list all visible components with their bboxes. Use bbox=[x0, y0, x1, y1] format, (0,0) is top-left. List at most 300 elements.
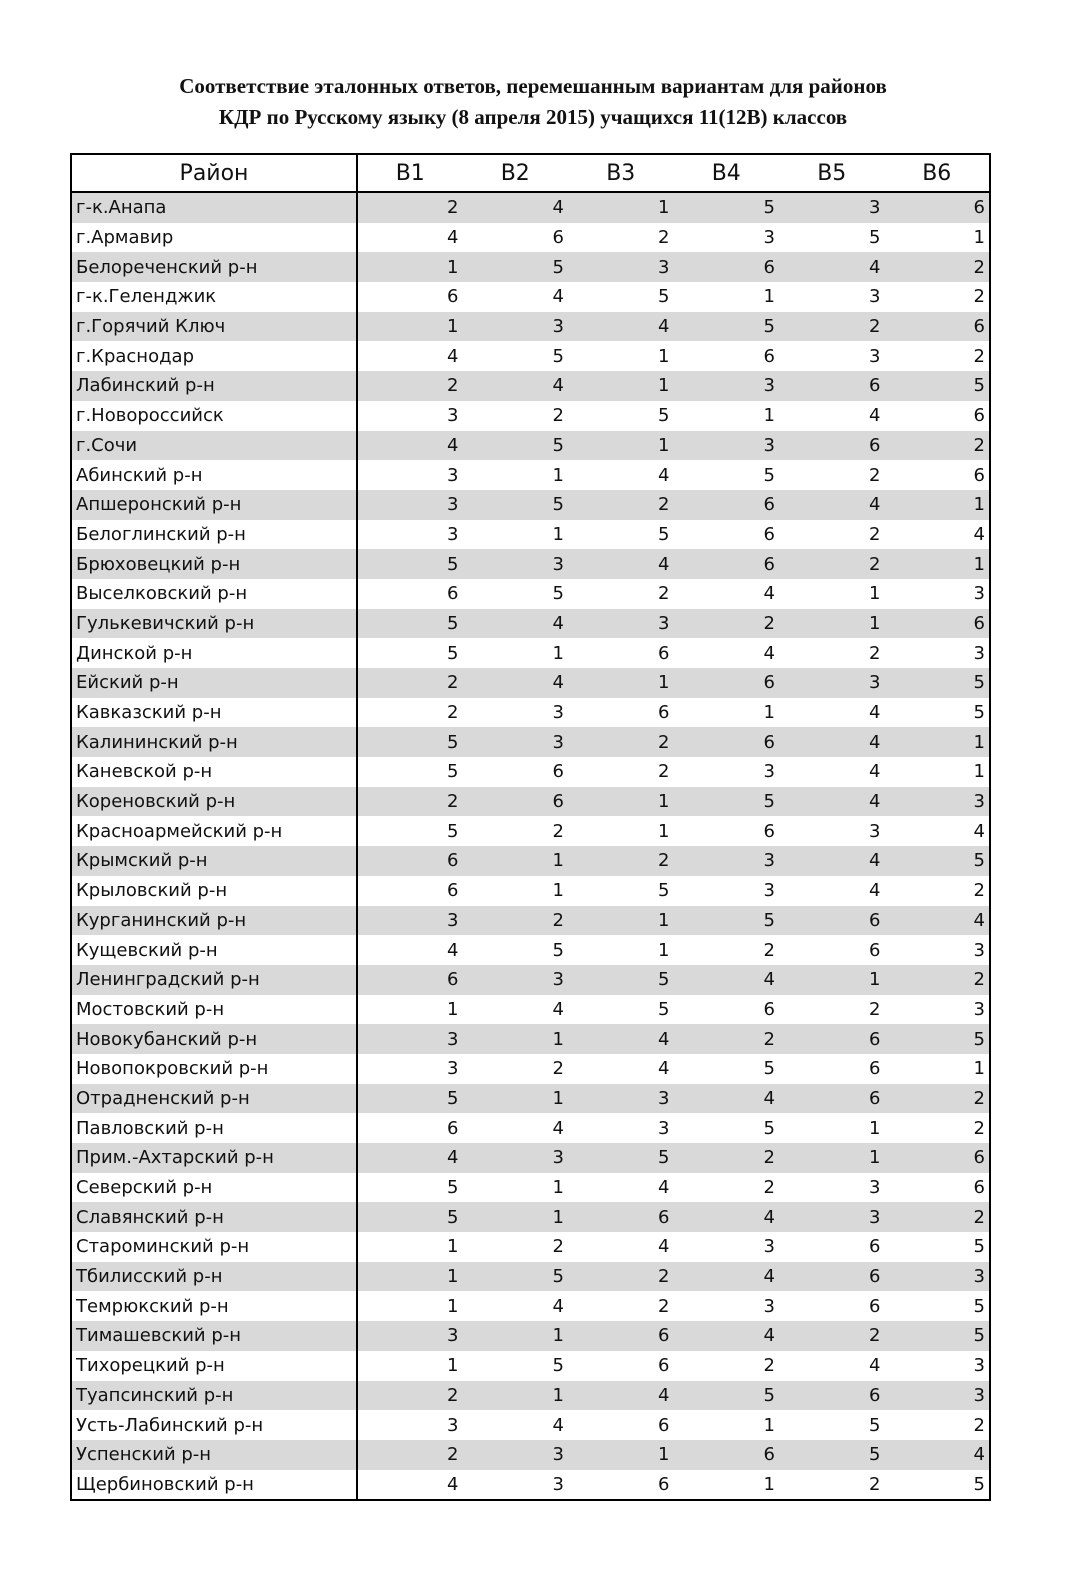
b1-cell: 4 bbox=[447, 1473, 459, 1495]
b1-cell: 2 bbox=[357, 668, 463, 698]
b3-cell: 5 bbox=[658, 523, 670, 545]
b4-cell: 6 bbox=[674, 490, 780, 520]
header-b2: В2 bbox=[463, 154, 569, 192]
b3-cell: 5 bbox=[658, 286, 670, 308]
b5-cell: 6 bbox=[779, 906, 885, 936]
table-row bbox=[71, 668, 990, 698]
b2-cell: 1 bbox=[552, 642, 564, 664]
table-row bbox=[71, 401, 990, 431]
b1-cell: 4 bbox=[447, 345, 459, 367]
b2-cell: 4 bbox=[463, 371, 569, 401]
b2-cell: 3 bbox=[463, 312, 569, 342]
b3-cell: 1 bbox=[658, 939, 670, 961]
b2-cell: 4 bbox=[552, 1295, 564, 1317]
b3-cell: 1 bbox=[568, 371, 674, 401]
b6-cell: 5 bbox=[885, 846, 991, 876]
b1-cell: 5 bbox=[357, 1202, 463, 1232]
b5-cell: 6 bbox=[779, 371, 885, 401]
b5-cell: 4 bbox=[869, 1355, 881, 1377]
b5-cell: 2 bbox=[869, 998, 881, 1020]
b5-cell: 3 bbox=[779, 1202, 885, 1232]
b5-cell: 4 bbox=[779, 727, 885, 757]
b5-cell: 4 bbox=[869, 880, 881, 902]
table-row bbox=[71, 341, 990, 371]
district-cell: Кавказский р-н bbox=[71, 698, 357, 728]
b6-cell: 3 bbox=[973, 583, 985, 605]
b5-cell: 4 bbox=[869, 761, 881, 783]
table-row bbox=[71, 312, 990, 342]
b2-cell: 5 bbox=[463, 490, 569, 520]
table-row bbox=[71, 192, 990, 223]
b5-cell: 6 bbox=[869, 1058, 881, 1080]
b4-cell: 5 bbox=[674, 1381, 780, 1411]
b5-cell: 6 bbox=[779, 1024, 885, 1054]
b2-cell: 1 bbox=[463, 1084, 569, 1114]
b5-cell: 2 bbox=[869, 523, 881, 545]
b4-cell: 6 bbox=[763, 345, 775, 367]
table-row bbox=[71, 727, 990, 757]
table-row bbox=[71, 787, 990, 817]
table-row bbox=[71, 1351, 990, 1381]
b4-cell: 3 bbox=[674, 431, 780, 461]
b3-cell: 2 bbox=[658, 583, 670, 605]
b3-cell: 1 bbox=[568, 787, 674, 817]
b6-cell: 1 bbox=[885, 727, 991, 757]
table-row bbox=[71, 520, 990, 550]
b2-cell: 4 bbox=[463, 192, 569, 223]
b6-cell: 1 bbox=[973, 1058, 985, 1080]
b3-cell: 6 bbox=[658, 1473, 670, 1495]
b1-cell: 2 bbox=[357, 192, 463, 223]
b3-cell: 3 bbox=[568, 252, 674, 282]
district-cell: Ленинградский р-н bbox=[71, 965, 357, 995]
table-row bbox=[71, 490, 990, 520]
b1-cell: 2 bbox=[357, 1381, 463, 1411]
b4-cell: 4 bbox=[674, 965, 780, 995]
b1-cell: 3 bbox=[447, 464, 459, 486]
b6-cell: 5 bbox=[973, 702, 985, 724]
b3-cell: 4 bbox=[658, 1236, 670, 1258]
b3-cell: 4 bbox=[658, 464, 670, 486]
district-cell: г.Горячий Ключ bbox=[71, 312, 357, 342]
b1-cell: 3 bbox=[357, 490, 463, 520]
b3-cell: 6 bbox=[658, 1414, 670, 1436]
table-row bbox=[71, 460, 990, 490]
table-row bbox=[71, 638, 990, 668]
b6-cell: 3 bbox=[885, 1381, 991, 1411]
b3-cell: 2 bbox=[658, 227, 670, 249]
table-row bbox=[71, 698, 990, 728]
b2-cell: 4 bbox=[552, 1117, 564, 1139]
b2-cell: 6 bbox=[552, 227, 564, 249]
b5-cell: 2 bbox=[779, 549, 885, 579]
b4-cell: 5 bbox=[674, 192, 780, 223]
b6-cell: 3 bbox=[885, 787, 991, 817]
b4-cell: 3 bbox=[674, 846, 780, 876]
b2-cell: 3 bbox=[552, 1473, 564, 1495]
table-row bbox=[71, 1321, 990, 1351]
b4-cell: 5 bbox=[763, 1058, 775, 1080]
b6-cell: 2 bbox=[885, 1084, 991, 1114]
district-cell: Ейский р-н bbox=[71, 668, 357, 698]
b2-cell: 1 bbox=[463, 1202, 569, 1232]
b1-cell: 1 bbox=[447, 1295, 459, 1317]
b4-cell: 2 bbox=[674, 1024, 780, 1054]
b6-cell: 1 bbox=[973, 761, 985, 783]
b6-cell: 6 bbox=[885, 312, 991, 342]
header-b5: В5 bbox=[779, 154, 885, 192]
district-cell: г.Краснодар bbox=[71, 341, 357, 371]
b6-cell: 1 bbox=[885, 549, 991, 579]
b1-cell: 6 bbox=[447, 583, 459, 605]
b6-cell: 4 bbox=[973, 523, 985, 545]
district-cell: Тихорецкий р-н bbox=[71, 1351, 357, 1381]
district-cell: Выселковский р-н bbox=[71, 579, 357, 609]
b1-cell: 3 bbox=[447, 1058, 459, 1080]
b5-cell: 6 bbox=[779, 1381, 885, 1411]
b4-cell: 3 bbox=[763, 1295, 775, 1317]
table-row bbox=[71, 1440, 990, 1470]
b6-cell: 2 bbox=[885, 1202, 991, 1232]
b2-cell: 3 bbox=[463, 549, 569, 579]
b1-cell: 2 bbox=[357, 1440, 463, 1470]
table-row bbox=[71, 371, 990, 401]
district-cell: Каневской р-н bbox=[71, 757, 357, 787]
b5-cell: 3 bbox=[779, 192, 885, 223]
district-cell: г-к.Геленджик bbox=[71, 282, 357, 312]
b2-cell: 1 bbox=[552, 880, 564, 902]
district-cell: Калининский р-н bbox=[71, 727, 357, 757]
district-cell: Кущевский р-н bbox=[71, 935, 357, 965]
b2-cell: 1 bbox=[463, 846, 569, 876]
b6-cell: 4 bbox=[885, 906, 991, 936]
b2-cell: 4 bbox=[463, 668, 569, 698]
b6-cell: 2 bbox=[973, 1414, 985, 1436]
b6-cell: 2 bbox=[973, 345, 985, 367]
b5-cell: 1 bbox=[779, 965, 885, 995]
b2-cell: 6 bbox=[463, 787, 569, 817]
header-row bbox=[71, 154, 990, 192]
b6-cell: 3 bbox=[973, 939, 985, 961]
b4-cell: 6 bbox=[674, 1440, 780, 1470]
b5-cell: 5 bbox=[779, 1440, 885, 1470]
district-cell: Кореновский р-н bbox=[71, 787, 357, 817]
b3-cell: 5 bbox=[568, 1143, 674, 1173]
b1-cell: 3 bbox=[357, 1024, 463, 1054]
b3-cell: 4 bbox=[568, 1381, 674, 1411]
table-row bbox=[71, 846, 990, 876]
b2-cell: 3 bbox=[463, 965, 569, 995]
b2-cell: 1 bbox=[552, 1177, 564, 1199]
b2-cell: 3 bbox=[463, 1143, 569, 1173]
b4-cell: 4 bbox=[674, 1262, 780, 1292]
b3-cell: 4 bbox=[568, 549, 674, 579]
district-cell: Апшеронский р-н bbox=[71, 490, 357, 520]
b6-cell: 5 bbox=[973, 1473, 985, 1495]
b2-cell: 5 bbox=[463, 252, 569, 282]
b3-cell: 6 bbox=[658, 702, 670, 724]
answers-table bbox=[70, 153, 991, 1501]
district-cell: Мостовский р-н bbox=[71, 995, 357, 1025]
b4-cell: 3 bbox=[674, 371, 780, 401]
district-cell: Усть-Лабинский р-н bbox=[71, 1410, 357, 1440]
district-cell: Крымский р-н bbox=[71, 846, 357, 876]
b1-cell: 5 bbox=[447, 642, 459, 664]
b6-cell: 3 bbox=[885, 1262, 991, 1292]
header-b3: В3 bbox=[568, 154, 674, 192]
b1-cell: 4 bbox=[447, 939, 459, 961]
b1-cell: 3 bbox=[447, 1414, 459, 1436]
b4-cell: 3 bbox=[763, 880, 775, 902]
b6-cell: 5 bbox=[885, 371, 991, 401]
district-cell: Прим.-Ахтарский р-н bbox=[71, 1143, 357, 1173]
b2-cell: 1 bbox=[463, 1381, 569, 1411]
b3-cell: 6 bbox=[568, 1321, 674, 1351]
b5-cell: 4 bbox=[869, 702, 881, 724]
b1-cell: 3 bbox=[357, 906, 463, 936]
b5-cell: 2 bbox=[779, 312, 885, 342]
b4-cell: 4 bbox=[674, 1321, 780, 1351]
b5-cell: 1 bbox=[869, 583, 881, 605]
b2-cell: 5 bbox=[552, 345, 564, 367]
district-cell: г-к.Анапа bbox=[71, 192, 357, 223]
b5-cell: 1 bbox=[779, 609, 885, 639]
b6-cell: 1 bbox=[973, 227, 985, 249]
b3-cell: 2 bbox=[568, 846, 674, 876]
table-row bbox=[71, 1054, 990, 1084]
b4-cell: 4 bbox=[674, 1084, 780, 1114]
b1-cell: 5 bbox=[447, 761, 459, 783]
b4-cell: 6 bbox=[674, 668, 780, 698]
b1-cell: 1 bbox=[447, 1236, 459, 1258]
b1-cell: 1 bbox=[357, 252, 463, 282]
b6-cell: 1 bbox=[885, 490, 991, 520]
district-cell: Новопокровский р-н bbox=[71, 1054, 357, 1084]
b6-cell: 3 bbox=[973, 998, 985, 1020]
table-row bbox=[71, 965, 990, 995]
b2-cell: 2 bbox=[552, 1058, 564, 1080]
b3-cell: 2 bbox=[658, 761, 670, 783]
b3-cell: 1 bbox=[658, 345, 670, 367]
b5-cell: 4 bbox=[779, 490, 885, 520]
b5-cell: 4 bbox=[779, 252, 885, 282]
b5-cell: 6 bbox=[869, 1236, 881, 1258]
table-row bbox=[71, 1202, 990, 1232]
b3-cell: 3 bbox=[568, 1084, 674, 1114]
b6-cell: 4 bbox=[885, 1440, 991, 1470]
district-cell: Белоглинский р-н bbox=[71, 520, 357, 550]
b6-cell: 2 bbox=[885, 252, 991, 282]
district-cell: Брюховецкий р-н bbox=[71, 549, 357, 579]
b1-cell: 2 bbox=[357, 371, 463, 401]
b2-cell: 2 bbox=[552, 405, 564, 427]
b4-cell: 6 bbox=[674, 252, 780, 282]
b5-cell: 5 bbox=[869, 227, 881, 249]
b5-cell: 2 bbox=[869, 1473, 881, 1495]
b6-cell: 2 bbox=[973, 286, 985, 308]
b1-cell: 3 bbox=[447, 405, 459, 427]
b5-cell: 5 bbox=[869, 1414, 881, 1436]
table-row bbox=[71, 1262, 990, 1292]
table-header bbox=[71, 154, 990, 192]
b3-cell: 1 bbox=[568, 192, 674, 223]
b2-cell: 1 bbox=[463, 1024, 569, 1054]
b4-cell: 2 bbox=[674, 609, 780, 639]
b4-cell: 5 bbox=[674, 312, 780, 342]
b4-cell: 3 bbox=[763, 227, 775, 249]
b6-cell: 5 bbox=[973, 1236, 985, 1258]
table-row bbox=[71, 252, 990, 282]
b4-cell: 6 bbox=[763, 523, 775, 545]
district-cell: Староминский р-н bbox=[71, 1232, 357, 1262]
b2-cell: 4 bbox=[552, 998, 564, 1020]
b1-cell: 1 bbox=[447, 1355, 459, 1377]
table-row bbox=[71, 1470, 990, 1501]
b3-cell: 4 bbox=[658, 1058, 670, 1080]
table-row bbox=[71, 906, 990, 936]
b2-cell: 1 bbox=[552, 464, 564, 486]
b2-cell: 6 bbox=[552, 761, 564, 783]
b2-cell: 2 bbox=[552, 820, 564, 842]
b4-cell: 6 bbox=[763, 998, 775, 1020]
table-row bbox=[71, 935, 990, 965]
document-title bbox=[0, 71, 1066, 133]
b3-cell: 1 bbox=[568, 1440, 674, 1470]
b2-cell: 4 bbox=[552, 1414, 564, 1436]
b5-cell: 1 bbox=[779, 1143, 885, 1173]
b5-cell: 3 bbox=[869, 345, 881, 367]
b5-cell: 6 bbox=[869, 1295, 881, 1317]
district-cell: Динской р-н bbox=[71, 638, 357, 668]
b5-cell: 2 bbox=[779, 1321, 885, 1351]
b2-cell: 2 bbox=[552, 1236, 564, 1258]
b4-cell: 1 bbox=[763, 702, 775, 724]
b4-cell: 4 bbox=[763, 583, 775, 605]
table-row bbox=[71, 1113, 990, 1143]
table-row bbox=[71, 816, 990, 846]
b3-cell: 4 bbox=[658, 1177, 670, 1199]
b2-cell: 5 bbox=[463, 1262, 569, 1292]
district-cell: Славянский р-н bbox=[71, 1202, 357, 1232]
district-cell: Успенский р-н bbox=[71, 1440, 357, 1470]
b4-cell: 2 bbox=[763, 1355, 775, 1377]
b4-cell: 2 bbox=[674, 1143, 780, 1173]
table-row bbox=[71, 1291, 990, 1321]
b4-cell: 5 bbox=[674, 787, 780, 817]
b6-cell: 6 bbox=[973, 1177, 985, 1199]
table-row bbox=[71, 431, 990, 461]
b1-cell: 6 bbox=[447, 880, 459, 902]
b6-cell: 5 bbox=[885, 668, 991, 698]
b2-cell: 3 bbox=[463, 1440, 569, 1470]
b5-cell: 1 bbox=[869, 1117, 881, 1139]
b5-cell: 3 bbox=[869, 1177, 881, 1199]
header-b6: В6 bbox=[885, 154, 991, 192]
district-cell: Курганинский р-н bbox=[71, 906, 357, 936]
table-row bbox=[71, 757, 990, 787]
header-b4: В4 bbox=[674, 154, 780, 192]
b6-cell: 5 bbox=[885, 1321, 991, 1351]
header-district: Район bbox=[71, 154, 357, 192]
b6-cell: 6 bbox=[885, 1143, 991, 1173]
b6-cell: 6 bbox=[885, 609, 991, 639]
district-cell: Тимашевский р-н bbox=[71, 1321, 357, 1351]
b1-cell: 1 bbox=[357, 312, 463, 342]
b1-cell: 4 bbox=[357, 431, 463, 461]
table-row bbox=[71, 1084, 990, 1114]
table-row bbox=[71, 995, 990, 1025]
table-row bbox=[71, 223, 990, 253]
b1-cell: 3 bbox=[447, 523, 459, 545]
b3-cell: 1 bbox=[658, 820, 670, 842]
district-cell: Новокубанский р-н bbox=[71, 1024, 357, 1054]
b1-cell: 5 bbox=[357, 609, 463, 639]
b1-cell: 6 bbox=[357, 846, 463, 876]
district-cell: Крыловский р-н bbox=[71, 876, 357, 906]
b1-cell: 5 bbox=[357, 727, 463, 757]
b6-cell: 6 bbox=[885, 192, 991, 223]
b6-cell: 6 bbox=[973, 464, 985, 486]
district-cell: Тбилисский р-н bbox=[71, 1262, 357, 1292]
b3-cell: 3 bbox=[658, 1117, 670, 1139]
district-cell: Отрадненский р-н bbox=[71, 1084, 357, 1114]
b3-cell: 5 bbox=[568, 965, 674, 995]
b1-cell: 5 bbox=[447, 820, 459, 842]
district-cell: Щербиновский р-н bbox=[71, 1470, 357, 1501]
b6-cell: 4 bbox=[973, 820, 985, 842]
b5-cell: 3 bbox=[779, 668, 885, 698]
b3-cell: 6 bbox=[658, 642, 670, 664]
district-cell: Туапсинский р-н bbox=[71, 1381, 357, 1411]
title-line-1: Соответствие эталонных ответов, перемешанным вариантам для районов bbox=[179, 74, 887, 98]
b1-cell: 5 bbox=[357, 1084, 463, 1114]
b1-cell: 6 bbox=[447, 286, 459, 308]
b1-cell: 1 bbox=[447, 998, 459, 1020]
b1-cell: 4 bbox=[357, 1143, 463, 1173]
b1-cell: 2 bbox=[447, 702, 459, 724]
title-line-2: КДР по Русскому языку (8 апреля 2015) учащихся 11(12В) классов bbox=[218, 105, 848, 129]
b4-cell: 5 bbox=[674, 906, 780, 936]
b5-cell: 4 bbox=[779, 846, 885, 876]
district-cell: г.Новороссийск bbox=[71, 401, 357, 431]
b5-cell: 6 bbox=[779, 431, 885, 461]
b2-cell: 2 bbox=[463, 906, 569, 936]
b3-cell: 2 bbox=[658, 1295, 670, 1317]
table-row bbox=[71, 579, 990, 609]
table-row bbox=[71, 609, 990, 639]
table-row bbox=[71, 1024, 990, 1054]
district-cell: Темрюкский р-н bbox=[71, 1291, 357, 1321]
b5-cell: 6 bbox=[779, 1084, 885, 1114]
district-cell: Северский р-н bbox=[71, 1173, 357, 1203]
b4-cell: 1 bbox=[763, 405, 775, 427]
b3-cell: 2 bbox=[568, 727, 674, 757]
b4-cell: 2 bbox=[763, 1177, 775, 1199]
b6-cell: 2 bbox=[885, 431, 991, 461]
b3-cell: 1 bbox=[568, 431, 674, 461]
b3-cell: 6 bbox=[658, 1355, 670, 1377]
header-b1: В1 bbox=[357, 154, 463, 192]
b2-cell: 3 bbox=[552, 702, 564, 724]
b1-cell: 1 bbox=[357, 1262, 463, 1292]
b2-cell: 3 bbox=[463, 727, 569, 757]
b6-cell: 3 bbox=[973, 1355, 985, 1377]
b6-cell: 2 bbox=[885, 965, 991, 995]
b4-cell: 1 bbox=[763, 1473, 775, 1495]
b1-cell: 3 bbox=[357, 1321, 463, 1351]
b1-cell: 4 bbox=[447, 227, 459, 249]
b5-cell: 2 bbox=[869, 464, 881, 486]
